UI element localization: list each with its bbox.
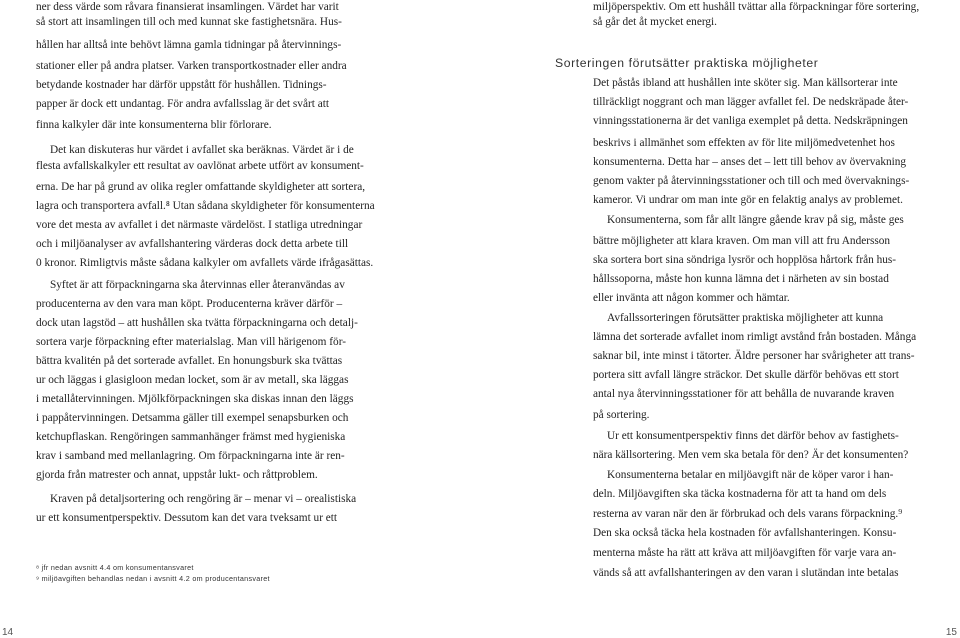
page-number-right: 15	[945, 627, 957, 638]
text-line: och i miljöanalyser av avfallshantering värderas dock detta arbete till	[36, 238, 349, 250]
text-line: Det påstås ibland att hushållen inte sköter sig. Man källsorterar inte	[593, 77, 898, 89]
text-line: stationer eller på andra platser. Varken transportkostnader eller andra	[36, 60, 347, 72]
text-line: Avfallssorteringen förutsätter praktiska möjligheter att kunna	[607, 312, 884, 324]
text-line: så stort att insamlingen till och med kunnat ske fastighetsnära. Hus-	[36, 16, 342, 28]
text-line: ur och läggas i glasigloon medan locket, som är av metall, ska läggas	[36, 374, 349, 386]
text-line: vänds så att avfallshanteringen av den varan i slutändan inte betalas	[593, 567, 899, 579]
text-line: ner dess värde som råvara finansierat insamlingen. Värdet har varit	[36, 1, 339, 13]
text-line: Konsumenterna betalar en miljöavgift när de köper varor i han-	[607, 469, 894, 481]
text-line: vinningsstationerna är det vanliga exemplet på detta. Nedskräpningen	[593, 115, 908, 127]
text-line: eller inväntа att någon kommer och hämtar.	[593, 292, 790, 304]
text-line: miljöperspektiv. Om ett hushåll tvättar alla förpackningar före sortering,	[593, 1, 920, 13]
text-line: krav i samband med mellanlagring. Om förpackningarna inte är ren-	[36, 450, 345, 462]
text-line: i metallåtervinningen. Mjölkförpackningen ska diskas innan den läggs	[36, 393, 354, 405]
text-line: nära källsortering. Men vem ska betala för den? Är det konsumenten?	[593, 449, 909, 461]
text-line: resterna av varan när den är förbrukad och dels varans förpackning.⁹	[593, 508, 903, 520]
text-line: producenterna av den vara man köpt. Producenterna kräver därför –	[36, 298, 343, 310]
text-line: saknar bil, inte minst i tätorter. Äldre personer har svårigheter att trans-	[593, 350, 915, 362]
text-line: papper är dock ett undantag. För andra avfallsslag är det svårt att	[36, 98, 329, 110]
text-line: i pappåtervinningen. Detsamma gäller till exempel senapsburken och	[36, 412, 349, 424]
text-line: menterna måste ha rätt att kräva att miljöavgiften för varje vara an-	[593, 547, 897, 559]
footnote: ⁹ miljöavgiften behandlas nedan i avsnitt 4.2 om producentansvaret	[36, 574, 270, 583]
text-line: 0 kronor. Rimligtvis måste sådana kalkyler om avfallets värde ifrågasättas.	[36, 257, 374, 269]
text-line: betydande kostnader har därför uppstått för hushållen. Tidnings-	[36, 79, 327, 91]
text-line: portera sitt avfall längre sträckor. Det skulle därför behövas ett stort	[593, 369, 899, 381]
text-line: beskrivs i allmänhet som effekten av för lite miljömedvetenhet hos	[593, 137, 895, 149]
text-line: Ur ett konsumentperspektiv finns det därför behov av fastighets-	[607, 430, 899, 442]
text-line: Kraven på detaljsortering och rengöring är – menar vi – orealistiska	[50, 493, 357, 505]
text-line: Konsumenterna, som får allt längre gående krav på sig, måste ges	[607, 214, 904, 226]
page-number-left: 14	[2, 627, 14, 638]
text-line: genom vakter på återvinningsstationer och till och med övervaknings-	[593, 175, 910, 187]
text-line: hållen har alltså inte behövt lämna gamla tidningar på återvinnings-	[36, 39, 342, 51]
text-line: konsumenterna. Detta har – anses det – lett till behov av övervakning	[593, 156, 907, 168]
footnote: ⁸ jfr nedan avsnitt 4.4 om konsumentansvaret	[36, 563, 194, 572]
text-line: gjorda från matrester och annat, uppstår lukt- och råttproblem.	[36, 469, 318, 481]
text-line: Den ska också täcka hela kostnaden för avfallshanteringen. Konsu-	[593, 527, 897, 539]
text-line: kameror. Vi undrar om man inte gör en felaktig analys av problemet.	[593, 194, 903, 206]
text-line: ska sortera bort sina söndriga lysrör och hopplösa hårtork från hus-	[593, 254, 897, 266]
text-line: sortera varje förpackning efter materialslag. Man vill härigenom för-	[36, 336, 346, 348]
text-line: så går det åt mycket energi.	[593, 16, 718, 28]
section-heading: Sorteringen förutsätter praktiska möjligheter	[555, 56, 819, 70]
text-line: finna kalkyler där inte konsumenterna blir förlorare.	[36, 119, 272, 131]
text-line: dock utan lagstöd – att hushållen ska tvätta förpackningarna och detalj-	[36, 317, 358, 329]
text-line: hållssoporna, måste hon kunna lämna det i närheten av sin bostad	[593, 273, 889, 285]
text-line: lämna det sorterade avfallet inom rimligt avstånd från bostaden. Många	[593, 331, 917, 343]
text-line: lagra och transportera avfall.⁸ Utan sådana skyldigheter för konsumenterna	[36, 200, 375, 212]
text-line: bättre möjligheter att klara kraven. Om man vill att fru Andersson	[593, 235, 891, 247]
text-line: erna. De har på grund av olika regler omfattande skyldigheter att sortera,	[36, 181, 366, 193]
text-line: Det kan diskuteras hur värdet i avfallet ska beräknas. Värdet är i de	[50, 144, 354, 156]
text-line: Syftet är att förpackningarna ska återvinnas eller återanvändas av	[50, 279, 345, 291]
text-line: ketchupflaskan. Rengöringen sammanhänger främst med hygieniska	[36, 431, 346, 443]
text-line: antal nya återvinningsstationer för att behålla de nuvarande kraven	[593, 388, 895, 400]
text-line: bättra kvalitén på det sorterade avfallet. En honungsburk ska tvättas	[36, 355, 343, 367]
text-line: deln. Miljöavgiften ska täcka kostnaderna för att ta hand om dels	[593, 488, 887, 500]
text-line: på sortering.	[593, 409, 650, 421]
text-line: vore det mesta av avfallet i det närmaste värdelöst. I statliga utredningar	[36, 219, 363, 231]
text-line: ur ett konsumentperspektiv. Dessutom kan det vara tveksamt ur ett	[36, 512, 338, 524]
text-line: flesta avfallskalkyler ett resultat av oavlönat arbete utfört av konsument-	[36, 160, 364, 172]
text-line: tillräckligt noggrant och man lägger avfallet fel. De nedskräpade åter-	[593, 96, 909, 108]
